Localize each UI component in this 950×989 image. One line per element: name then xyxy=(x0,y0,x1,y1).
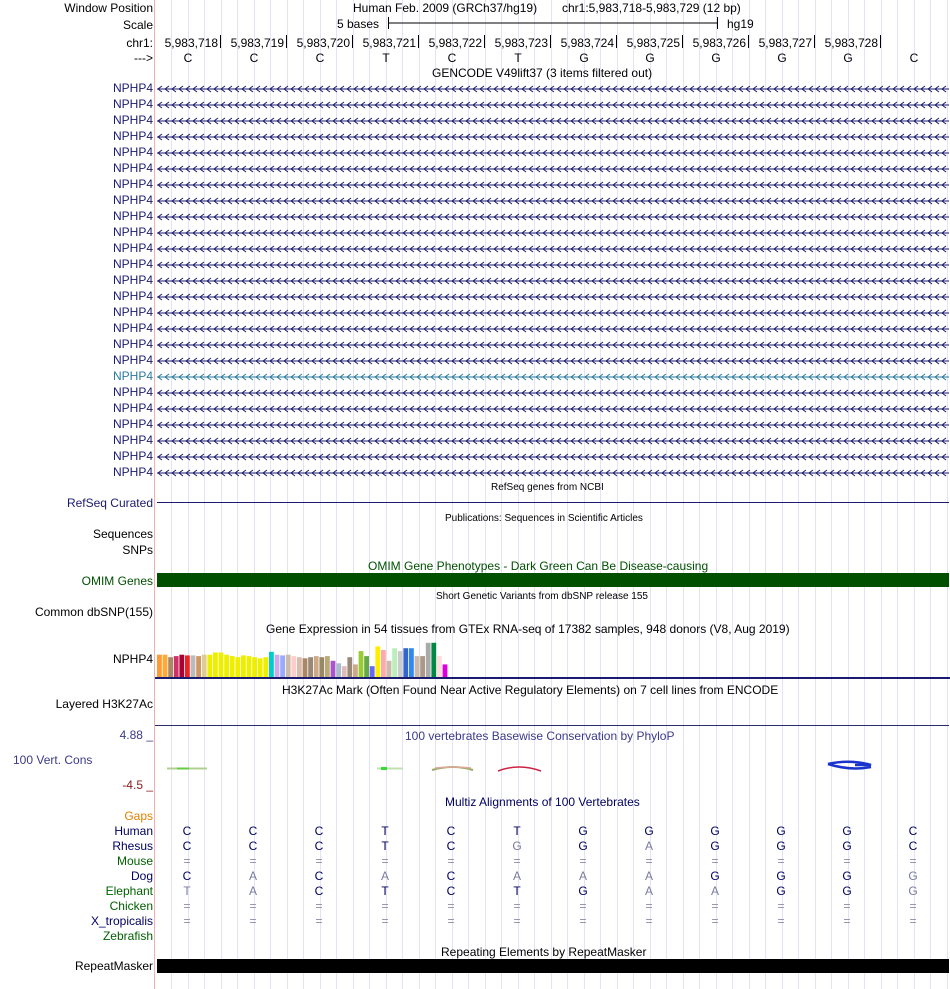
multiz-base: C xyxy=(908,824,918,838)
gencode-transcript-label[interactable]: NPHP4 xyxy=(112,465,153,479)
gencode-transcript-feature[interactable] xyxy=(155,372,950,382)
position-tick-label: 5,983,725 xyxy=(626,36,680,50)
multiz-base: = xyxy=(183,854,191,868)
multiz-base: = xyxy=(315,854,323,868)
gtex-tissue-bar[interactable] xyxy=(235,657,240,677)
h3k27ac-baseline xyxy=(155,725,949,726)
gencode-transcript-feature[interactable] xyxy=(155,180,950,190)
position-tick-label: 5,983,720 xyxy=(296,36,350,50)
multiz-base: C xyxy=(182,869,192,883)
gencode-transcript-feature[interactable] xyxy=(155,116,950,126)
gtex-tissue-bar[interactable] xyxy=(247,656,252,677)
gtex-tissue-bar[interactable] xyxy=(269,652,274,677)
position-tick-label: 5,983,723 xyxy=(494,36,548,50)
gtex-tissue-bar[interactable] xyxy=(403,648,408,677)
multiz-title[interactable]: Multiz Alignments of 100 Vertebrates xyxy=(445,795,640,809)
gencode-transcript-feature[interactable] xyxy=(155,324,950,334)
multiz-base: C xyxy=(248,824,258,838)
multiz-base: G xyxy=(908,884,918,898)
dna-base: C xyxy=(447,51,457,65)
gencode-transcript-feature[interactable] xyxy=(155,356,950,366)
gtex-tissue-bar[interactable] xyxy=(381,650,386,677)
gencode-transcript-feature[interactable] xyxy=(155,244,950,254)
dbsnp-title[interactable]: Short Genetic Variants from dbSNP release 155 xyxy=(436,591,648,602)
multiz-base: G xyxy=(842,824,852,838)
multiz-base: = xyxy=(381,914,389,928)
gencode-transcript-label[interactable]: NPHP4 xyxy=(112,193,153,207)
multiz-base: = xyxy=(381,899,389,913)
gtex-tissue-bar[interactable] xyxy=(191,655,196,677)
gencode-transcript-label[interactable]: NPHP4 xyxy=(112,225,153,239)
repeatmasker-feature[interactable] xyxy=(157,959,949,973)
gencode-transcript-feature[interactable] xyxy=(155,132,950,142)
gencode-transcript-label[interactable]: NPHP4 xyxy=(112,257,153,271)
gtex-tissue-bar[interactable] xyxy=(230,656,235,677)
multiz-species-label[interactable]: Gaps xyxy=(124,809,153,823)
gtex-tissue-bar[interactable] xyxy=(437,656,442,677)
repeatmasker-title[interactable]: Repeating Elements by RepeatMasker xyxy=(441,945,647,959)
gtex-tissue-bar[interactable] xyxy=(224,655,229,677)
multiz-base: G xyxy=(908,869,918,883)
multiz-base: G xyxy=(710,824,720,838)
omim-title[interactable]: OMIM Gene Phenotypes - Dark Green Can Be Disease-causing xyxy=(368,559,709,573)
gtex-tissue-bar[interactable] xyxy=(347,657,352,677)
position-tick xyxy=(682,35,683,48)
multiz-base: G xyxy=(776,884,786,898)
multiz-base: = xyxy=(777,899,785,913)
gencode-transcript-label[interactable]: NPHP4 xyxy=(112,113,153,127)
dna-base: C xyxy=(249,51,259,65)
gtex-tissue-bar[interactable] xyxy=(392,648,397,677)
gtex-tissue-bar[interactable] xyxy=(353,664,358,677)
multiz-base: = xyxy=(183,899,191,913)
dna-base: T xyxy=(514,51,522,65)
multiz-base: C xyxy=(908,839,918,853)
multiz-base: C xyxy=(446,869,456,883)
multiz-base: = xyxy=(645,899,653,913)
gtex-tissue-bar[interactable] xyxy=(286,655,291,677)
multiz-base: = xyxy=(447,899,455,913)
multiz-base: T xyxy=(381,839,389,853)
multiz-base: = xyxy=(513,854,521,868)
multiz-base: = xyxy=(249,914,257,928)
multiz-base: = xyxy=(579,854,587,868)
dna-base: G xyxy=(645,51,655,65)
gencode-transcript-label[interactable]: NPHP4 xyxy=(112,449,153,463)
multiz-species-label[interactable]: Dog xyxy=(130,869,153,883)
multiz-base: = xyxy=(843,854,851,868)
multiz-species-label[interactable]: Mouse xyxy=(116,854,153,868)
dna-base: G xyxy=(843,51,853,65)
position-tick-label: 5,983,719 xyxy=(230,36,284,50)
multiz-base: = xyxy=(843,899,851,913)
gencode-transcript-label[interactable]: NPHP4 xyxy=(112,97,153,111)
publications-title[interactable]: Publications: Sequences in Scientific Articles xyxy=(445,513,643,524)
gtex-tissue-bar[interactable] xyxy=(179,655,184,677)
multiz-base: G xyxy=(578,884,588,898)
multiz-base: C xyxy=(314,869,324,883)
multiz-base: A xyxy=(644,869,653,883)
gencode-transcript-label[interactable]: NPHP4 xyxy=(112,353,153,367)
multiz-base: = xyxy=(777,914,785,928)
multiz-base: G xyxy=(578,824,588,838)
position-tick xyxy=(748,35,749,48)
gtex-tissue-bar[interactable] xyxy=(319,657,324,677)
multiz-base: = xyxy=(711,914,719,928)
position-tick xyxy=(286,35,287,48)
position-tick xyxy=(616,35,617,48)
gencode-transcript-feature[interactable] xyxy=(155,452,950,462)
multiz-species-label[interactable]: Elephant xyxy=(105,884,153,898)
gtex-tissue-bar[interactable] xyxy=(168,657,173,677)
gtex-tissue-bar[interactable] xyxy=(409,648,414,677)
gtex-tissue-bar[interactable] xyxy=(387,661,392,677)
phylop-min-label: -4.5 _ xyxy=(122,778,153,792)
multiz-base: = xyxy=(843,914,851,928)
gencode-transcript-label[interactable]: NPHP4 xyxy=(112,433,153,447)
gencode-transcript-label[interactable]: NPHP4 xyxy=(112,289,153,303)
gtex-tissue-bar[interactable] xyxy=(370,666,375,677)
multiz-base: = xyxy=(645,914,653,928)
gtex-tissue-bar[interactable] xyxy=(359,651,364,677)
gtex-tissue-bar[interactable] xyxy=(336,663,341,677)
multiz-base: G xyxy=(578,839,588,853)
gtex-tissue-bar[interactable] xyxy=(241,655,246,677)
multiz-base: G xyxy=(776,824,786,838)
gencode-transcript-label[interactable]: NPHP4 xyxy=(112,81,153,95)
gencode-transcript-feature[interactable] xyxy=(155,148,950,158)
multiz-base: = xyxy=(711,899,719,913)
gtex-tissue-bar[interactable] xyxy=(174,656,179,677)
gencode-transcript-feature[interactable] xyxy=(155,260,950,270)
repeatmasker-label[interactable]: RepeatMasker xyxy=(74,959,153,973)
multiz-base: = xyxy=(711,854,719,868)
multiz-base: C xyxy=(446,824,456,838)
position-tick xyxy=(880,35,881,48)
gencode-transcript-label[interactable]: NPHP4 xyxy=(112,161,153,175)
gencode-transcript-label[interactable]: NPHP4 xyxy=(112,177,153,191)
gencode-transcript-label[interactable]: NPHP4 xyxy=(112,417,153,431)
gtex-tissue-bar[interactable] xyxy=(258,658,263,677)
gencode-transcript-feature[interactable] xyxy=(155,308,950,318)
position-tick-label: 5,983,727 xyxy=(758,36,812,50)
multiz-base: G xyxy=(842,869,852,883)
gtex-tissue-bar[interactable] xyxy=(252,657,257,677)
gtex-tissue-bar[interactable] xyxy=(157,655,162,677)
gtex-tissue-bar[interactable] xyxy=(364,656,369,677)
multiz-base: C xyxy=(314,884,324,898)
window-position-label: Window Position xyxy=(64,1,153,15)
dna-base: G xyxy=(579,51,589,65)
gtex-tissue-bar[interactable] xyxy=(331,661,336,677)
multiz-base: = xyxy=(513,899,521,913)
assembly-name: Human Feb. 2009 (GRCh37/hg19) xyxy=(353,1,538,15)
gencode-transcript-label[interactable]: NPHP4 xyxy=(112,209,153,223)
gtex-tissue-bar[interactable] xyxy=(196,656,201,677)
multiz-base: C xyxy=(248,839,258,853)
position-tick-label: 5,983,718 xyxy=(164,36,218,50)
gencode-transcript-feature[interactable] xyxy=(155,340,950,350)
multiz-base: = xyxy=(447,854,455,868)
gencode-transcript-feature[interactable] xyxy=(155,404,950,414)
gtex-bar-chart[interactable] xyxy=(155,636,950,680)
multiz-base: T xyxy=(183,884,191,898)
omim-label[interactable]: OMIM Genes xyxy=(81,574,153,588)
gencode-transcript-feature[interactable] xyxy=(155,84,950,94)
multiz-base: A xyxy=(248,869,257,883)
publications-snps-label[interactable]: SNPs xyxy=(122,543,153,557)
gtex-tissue-bar[interactable] xyxy=(280,655,285,677)
multiz-base: G xyxy=(644,824,654,838)
multiz-base: G xyxy=(512,839,522,853)
multiz-base: = xyxy=(315,899,323,913)
gtex-label[interactable]: NPHP4 xyxy=(112,652,153,666)
gencode-transcript-feature[interactable] xyxy=(155,164,950,174)
phylop-label[interactable]: 100 Vert. Cons xyxy=(13,753,93,767)
gtex-tissue-bar[interactable] xyxy=(426,643,431,677)
multiz-base: = xyxy=(249,899,257,913)
position-tick-label: 5,983,722 xyxy=(428,36,482,50)
refseq-title[interactable]: RefSeq genes from NCBI xyxy=(491,482,604,493)
multiz-species-label[interactable]: X_tropicalis xyxy=(90,914,153,928)
multiz-base: C xyxy=(182,839,192,853)
multiz-base: A xyxy=(380,869,389,883)
scale-label: Scale xyxy=(122,18,153,32)
multiz-base: C xyxy=(314,839,324,853)
multiz-base: = xyxy=(183,914,191,928)
gtex-tissue-bar[interactable] xyxy=(219,653,224,678)
multiz-base: = xyxy=(645,854,653,868)
multiz-base: A xyxy=(578,869,587,883)
dna-base: T xyxy=(382,51,390,65)
position-tick xyxy=(418,35,419,48)
gtex-tissue-bar[interactable] xyxy=(275,655,280,677)
gencode-transcript-feature[interactable] xyxy=(155,100,950,110)
gtex-tissue-bar[interactable] xyxy=(185,655,190,677)
multiz-base: = xyxy=(579,899,587,913)
gencode-transcript-feature[interactable] xyxy=(155,212,950,222)
gencode-transcript-feature[interactable] xyxy=(155,292,950,302)
gtex-tissue-bar[interactable] xyxy=(415,656,420,677)
position-tick xyxy=(814,35,815,48)
gencode-transcript-feature[interactable] xyxy=(155,228,950,238)
multiz-base: A xyxy=(644,839,653,853)
multiz-base: G xyxy=(776,839,786,853)
gencode-transcript-label[interactable]: NPHP4 xyxy=(112,385,153,399)
multiz-base: T xyxy=(381,824,389,838)
multiz-base: = xyxy=(777,854,785,868)
multiz-base: T xyxy=(513,884,521,898)
gtex-tissue-bar[interactable] xyxy=(420,656,425,677)
scale-db: hg19 xyxy=(727,17,754,31)
dbsnp-label[interactable]: Common dbSNP(155) xyxy=(34,605,153,619)
multiz-base: A xyxy=(644,884,653,898)
position-tick-label: 5,983,721 xyxy=(362,36,416,50)
position-tick xyxy=(484,35,485,48)
multiz-base: = xyxy=(381,854,389,868)
position-tick xyxy=(220,35,221,48)
multiz-base: C xyxy=(314,824,324,838)
gencode-transcript-label[interactable]: NPHP4 xyxy=(112,145,153,159)
omim-feature[interactable] xyxy=(157,573,949,587)
gtex-tissue-bar[interactable] xyxy=(263,657,268,677)
h3k27ac-label[interactable]: Layered H3K27Ac xyxy=(55,697,153,711)
dna-base: C xyxy=(183,51,193,65)
position-tick xyxy=(550,35,551,48)
scale-bar xyxy=(388,16,720,30)
position-tick-label: 5,983,724 xyxy=(560,36,614,50)
multiz-base: C xyxy=(446,839,456,853)
position-tick-label: 5,983,726 xyxy=(692,36,746,50)
multiz-species-label[interactable]: Zebrafish xyxy=(102,929,153,943)
multiz-species-label[interactable]: Human xyxy=(114,824,153,838)
gencode-title[interactable]: GENCODE V49lift37 (3 items filtered out) xyxy=(432,66,653,80)
multiz-base: A xyxy=(710,884,719,898)
phylop-title[interactable]: 100 vertebrates Basewise Conservation by PhyloP xyxy=(405,729,675,743)
dna-base: C xyxy=(315,51,325,65)
multiz-base: = xyxy=(513,914,521,928)
gencode-transcript-feature[interactable] xyxy=(155,436,950,446)
gencode-transcript-label[interactable]: NPHP4 xyxy=(112,305,153,319)
multiz-base: = xyxy=(579,914,587,928)
multiz-species-label[interactable]: Rhesus xyxy=(112,839,153,853)
multiz-base: C xyxy=(446,884,456,898)
multiz-base: C xyxy=(182,824,192,838)
multiz-base: T xyxy=(381,884,389,898)
gencode-transcript-feature[interactable] xyxy=(155,196,950,206)
multiz-base: = xyxy=(315,914,323,928)
gtex-tissue-bar[interactable] xyxy=(291,656,296,677)
multiz-base: G xyxy=(710,869,720,883)
gtex-tissue-bar[interactable] xyxy=(202,655,207,677)
multiz-base: A xyxy=(512,869,521,883)
phylop-plot[interactable] xyxy=(155,755,950,775)
multiz-base: = xyxy=(447,914,455,928)
multiz-base: = xyxy=(249,854,257,868)
multiz-base: = xyxy=(909,914,917,928)
phylop-max-label: 4.88 _ xyxy=(119,728,153,742)
strand-label: ---> xyxy=(134,51,153,65)
refseq-label[interactable]: RefSeq Curated xyxy=(66,496,153,510)
gtex-title[interactable]: Gene Expression in 54 tissues from GTEx RNA-seq of 17382 samples, 948 donors (V8, Aug 2019) xyxy=(266,622,790,636)
multiz-base: T xyxy=(513,824,521,838)
multiz-base: G xyxy=(710,839,720,853)
gtex-tissue-bar[interactable] xyxy=(163,655,168,677)
gencode-transcript-label[interactable]: NPHP4 xyxy=(112,401,153,415)
multiz-base: G xyxy=(842,884,852,898)
gtex-tissue-bar[interactable] xyxy=(375,646,380,677)
multiz-base: = xyxy=(909,854,917,868)
coordinates[interactable]: chr1:5,983,718-5,983,729 (12 bp) xyxy=(562,1,741,15)
multiz-base: G xyxy=(842,839,852,853)
publications-sequences-label[interactable]: Sequences xyxy=(92,527,153,541)
gencode-transcript-label[interactable]: NPHP4 xyxy=(112,129,153,143)
multiz-base: A xyxy=(248,884,257,898)
gencode-transcript-label[interactable]: NPHP4 xyxy=(112,369,153,383)
chrom-label: chr1: xyxy=(126,36,153,50)
scale-bar-label: 5 bases xyxy=(337,17,380,31)
gtex-tissue-bar[interactable] xyxy=(303,658,308,677)
gencode-transcript-label[interactable]: NPHP4 xyxy=(112,337,153,351)
dna-base: G xyxy=(711,51,721,65)
gtex-tissue-bar[interactable] xyxy=(308,657,313,677)
multiz-species-label[interactable]: Chicken xyxy=(109,899,153,913)
refseq-feature[interactable] xyxy=(157,502,949,503)
gtex-tissue-bar[interactable] xyxy=(342,666,347,677)
gencode-transcript-label[interactable]: NPHP4 xyxy=(112,241,153,255)
position-tick-label: 5,983,728 xyxy=(824,36,878,50)
gtex-tissue-bar[interactable] xyxy=(297,657,302,677)
h3k27ac-title[interactable]: H3K27Ac Mark (Often Found Near Active Regulatory Elements) on 7 cell lines from ENCODE xyxy=(282,683,779,697)
dna-base: C xyxy=(909,51,919,65)
gtex-tissue-bar[interactable] xyxy=(213,653,218,678)
gtex-tissue-bar[interactable] xyxy=(314,656,319,677)
gencode-transcript-label[interactable]: NPHP4 xyxy=(112,273,153,287)
gencode-transcript-feature[interactable] xyxy=(155,420,950,430)
gencode-transcript-feature[interactable] xyxy=(155,388,950,398)
gtex-tissue-bar[interactable] xyxy=(443,664,448,677)
gtex-tissue-bar[interactable] xyxy=(325,656,330,677)
gtex-tissue-bar[interactable] xyxy=(207,655,212,677)
dna-base: G xyxy=(777,51,787,65)
gencode-transcript-label[interactable]: NPHP4 xyxy=(112,321,153,335)
gtex-tissue-bar[interactable] xyxy=(398,651,403,677)
gtex-tissue-bar[interactable] xyxy=(431,643,436,677)
multiz-base: = xyxy=(909,899,917,913)
multiz-base: G xyxy=(776,869,786,883)
position-tick xyxy=(352,35,353,48)
gencode-transcript-feature[interactable] xyxy=(155,468,950,478)
gencode-transcript-feature[interactable] xyxy=(155,276,950,286)
